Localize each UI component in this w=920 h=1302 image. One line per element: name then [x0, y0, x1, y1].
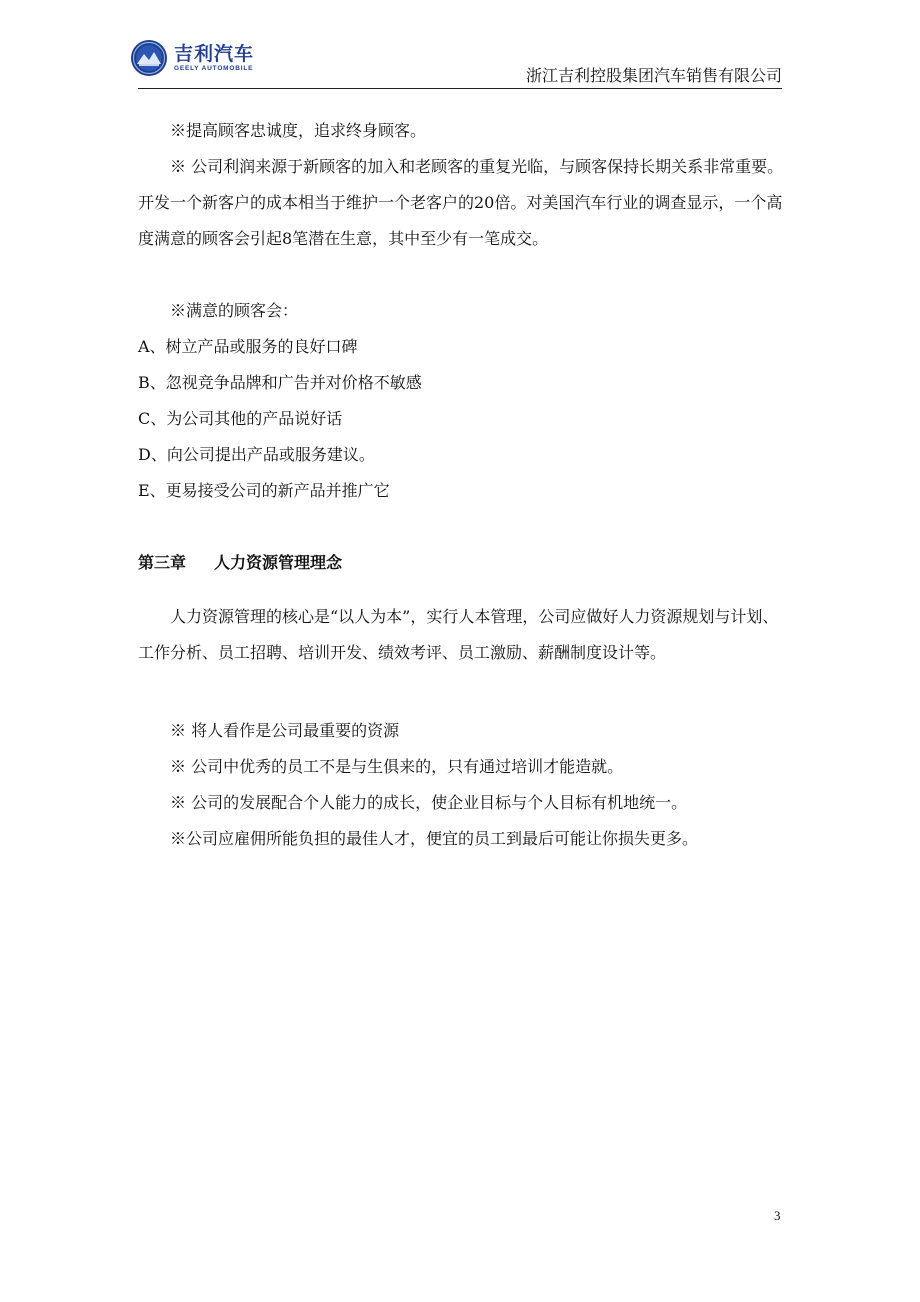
spacer	[138, 671, 784, 713]
list-item: A、树立产品或服务的良好口碑	[138, 337, 358, 356]
logo-english-name: GEELY AUTOMOBILE	[174, 64, 254, 72]
chapter-heading	[138, 545, 784, 581]
hr-note: ※公司应雇佣所能负担的最佳人才，便宜的员工到最后可能让你损失更多。	[170, 829, 699, 848]
loyalty-paragraph: ※提高顾客忠诚度，追求终身顾客。	[170, 121, 427, 140]
page-number: 3	[774, 1208, 781, 1223]
logo-chinese-name: 吉利汽车	[174, 42, 255, 65]
list-item: E、更易接受公司的新产品并推广它	[138, 481, 390, 500]
geely-logo	[130, 38, 280, 78]
hr-intro-paragraph: 人力资源管理的核心是“以人为本”，实行人本管理，公司应做好人力资源规划与计划、工作分析、员工招聘、培训开发、绩效考评、员工激励、薪酬制度设计等。	[138, 607, 779, 662]
hr-note: ※ 将人看作是公司最重要的资源	[170, 721, 400, 740]
list-item: B、忽视竞争品牌和广告并对价格不敏感	[138, 373, 422, 392]
company-name: 浙江吉利控股集团汽车销售有限公司	[525, 66, 782, 85]
spacer	[138, 257, 784, 293]
geely-emblem-icon	[130, 39, 168, 77]
header-divider	[138, 88, 782, 89]
chapter-title: 人力资源管理理念	[214, 553, 343, 572]
spacer	[138, 509, 784, 545]
document-body	[138, 113, 784, 857]
list-item: D、向公司提出产品或服务建议。	[138, 445, 375, 464]
hr-note: ※ 公司的发展配合个人能力的成长，使企业目标与个人目标有机地统一。	[170, 793, 688, 812]
satisfied-customer-title: ※满意的顾客会：	[170, 301, 299, 320]
page-header	[0, 0, 920, 100]
list-item: C、为公司其他的产品说好话	[138, 409, 343, 428]
chapter-number: 第三章	[138, 553, 187, 572]
spacer	[138, 581, 784, 599]
profit-paragraph: ※ 公司利润来源于新顾客的加入和老顾客的重复光临，与顾客保持长期关系非常重要。开发一个新客户的成本相当于维护一个老客户的20倍。对美国汽车行业的调查显示，一个高度满意的顾客会引起8笔潜在生意，其中至少有一笔成交。	[138, 157, 784, 248]
hr-note: ※ 公司中优秀的员工不是与生俱来的，只有通过培训才能造就。	[170, 757, 624, 776]
